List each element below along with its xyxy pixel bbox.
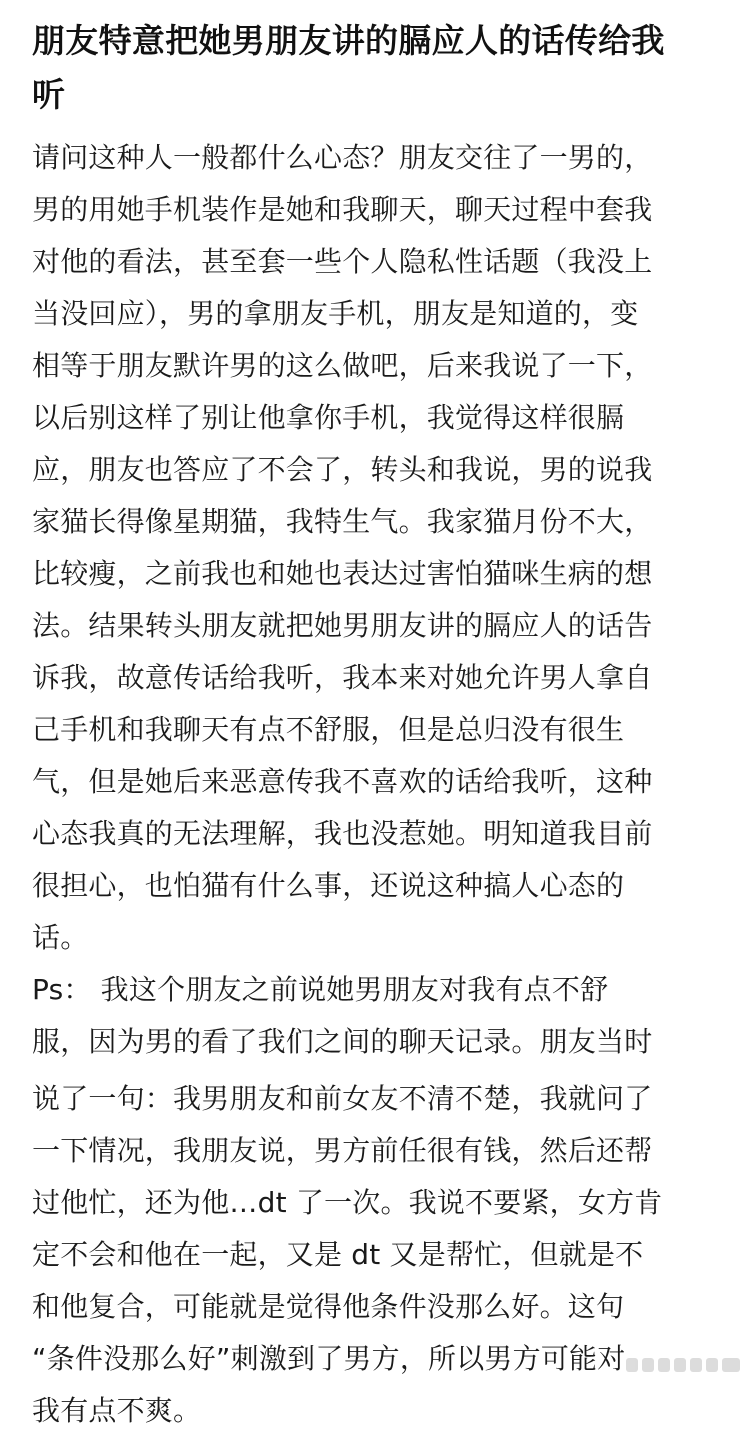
post-ps-line: 过他忙，还为他…dt 了一次。我说不要紧，女方肯 [32,1186,663,1219]
post-ps-line: Ps： 我这个朋友之前说她男朋友对我有点不舒 [32,973,609,1006]
post-body-line: 应，朋友也答应了不会了，转头和我说，男的说我 [32,453,653,486]
post-body-line: 请问这种人一般都什么心态？朋友交往了一男的， [32,141,653,174]
post-body-line: 家猫长得像星期猫，我特生气。我家猫月份不大， [32,505,653,538]
post-body-line: 法。结果转头朋友就把她男朋友讲的膈应人的话告 [32,609,653,642]
post-ps-line: 定不会和他在一起，又是 dt 又是帮忙，但就是不 [32,1238,644,1271]
post-body-line: 己手机和我聊天有点不舒服，但是总归没有很生 [32,713,625,746]
post-body-line: 很担心，也怕猫有什么事，还说这种搞人心态的 [32,869,625,902]
post-body-line: 话。 [32,921,89,954]
post-body-line: 以后别这样了别让他拿你手机，我觉得这样很膈 [32,401,625,434]
post-ps-line: 我有点不爽。 [32,1394,202,1427]
post-title-line: 听 [32,75,66,114]
post-title-line: 朋友特意把她男朋友讲的膈应人的话传给我 [32,21,665,60]
post-body-line: 气，但是她后来恶意传我不喜欢的话给我听，这种 [32,765,653,798]
post-ps-line: 说了一句：我男朋友和前女友不清不楚，我就问了 [32,1082,653,1115]
post-ps-line: 和他复合，可能就是觉得他条件没那么好。这句 [32,1290,625,1323]
post-body-line: 男的用她手机装作是她和我聊天，聊天过程中套我 [32,193,653,226]
post-body-line: 诉我，故意传话给我听，我本来对她允许男人拿自 [32,661,653,694]
post-body-line: 比较瘦，之前我也和她也表达过害怕猫咪生病的想 [32,557,653,590]
post-body-line: 心态我真的无法理解，我也没惹她。明知道我目前 [32,817,653,850]
post-body-line: 相等于朋友默许男的这么做吧，后来我说了一下， [32,349,653,382]
post-body-line: 对他的看法，甚至套一些个人隐私性话题（我没上 [32,245,653,278]
post-body-line: 当没回应），男的拿朋友手机，朋友是知道的，变 [32,297,639,330]
post-ps-line: “条件没那么好”刺激到了男方，所以男方可能对 [32,1342,626,1375]
post-body [32,132,732,1437]
post-ps-line: 一下情况，我朋友说，男方前任很有钱，然后还帮 [32,1134,653,1167]
watermark-logo-icon [624,1352,744,1378]
post-title [32,14,722,122]
post-ps-line: 服，因为男的看了我们之间的聊天记录。朋友当时 [32,1025,653,1058]
